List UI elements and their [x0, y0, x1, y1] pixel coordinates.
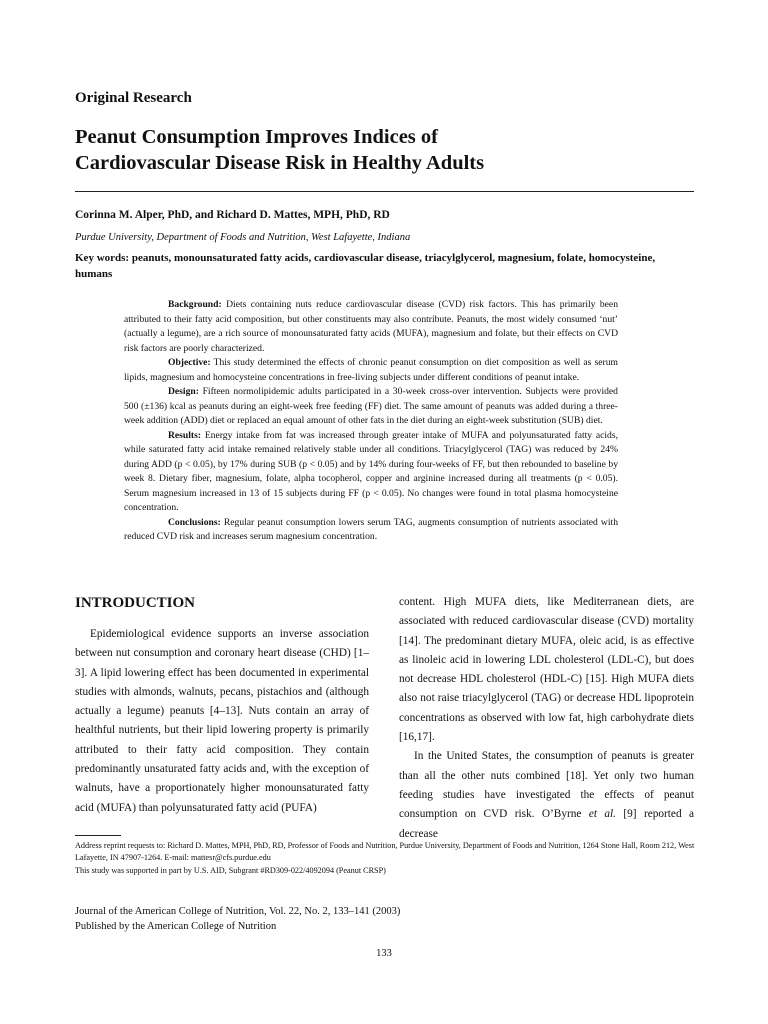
footnote-reprint: Address reprint requests to: Richard D. Mattes, MPH, PhD, RD, Professor of Foods and Nutrition, Purdue University, Department of Foods and Nutrition, 1264 Stone Hall, Room 212, West Lafayette, IN 47907-1264. E-mail: mattesr@cfs.purdue.edu — [75, 841, 695, 863]
title-divider — [75, 191, 694, 192]
keywords-text: peanuts, monounsaturated fatty acids, cardiovascular disease, triacylglycerol, magnesium, folate, homocysteine, humans — [75, 252, 656, 280]
abstract-label: Results: — [168, 429, 202, 441]
abstract-background — [124, 298, 618, 356]
introduction-paragraph: Epidemiological evidence supports an inverse association between nut consumption and coronary heart disease (CHD) [1–3]. A lipid lowering effect has been documented in experimental studies with almonds, walnuts, pecans, pistachios and (although actually a legume) peanuts [4–13]. Nuts contain an array of healthful nutrients, but their lipid lowering property is primarily attributed to their fatty acid composition. They contain predominantly unsaturated fatty acids and, with the exception of walnuts, have a proportionately higher monounsaturated fatty acid (MUFA) than polyunsaturated fatty acid (PUFA) — [75, 628, 369, 814]
keywords — [75, 250, 695, 282]
paragraph-text: [9] reported a decrease — [399, 808, 695, 840]
footnote-support: This study was supported in part by U.S. AID, Subgrant #RD309-022/4092094 (Peanut CRSP) — [75, 865, 386, 875]
journal-citation: Journal of the American College of Nutrition, Vol. 22, No. 2, 133–141 (2003) — [75, 906, 401, 917]
abstract-text: Diets containing nuts reduce cardiovascular disease (CVD) risk factors. This has primarily been attributed to their fatty acid composition, but other constituents may also contribute. Peanuts, the most widely consumed ‘nut’ (actually a legume), are a rich source of monounsaturated fatty acids (MUFA), magnesium and folate, but their effects on CVD risk factors are poorly characterized. — [124, 299, 618, 354]
introduction-paragraph-2 — [399, 747, 694, 843]
keywords-label: Key words: — [75, 252, 130, 264]
et-al: et al. — [588, 808, 616, 821]
introduction-heading: INTRODUCTION — [75, 595, 196, 611]
abstract-text: Energy intake from fat was increased through greater intake of MUFA and polyunsaturated fatty acids, while saturated fatty acid intake remained relatively stable under all conditions. Triacylglycerol (TAG) was reduced by 24% during ADD (p < 0.05), by 17% during SUB (p < 0.05) and by 14% during four-weeks of FF, but then rebounded to baseline by week 8. Dietary fiber, magnesium, folate, alpha tocopherol, copper and arginine increased during all treatments (p < 0.05). Serum magnesium increased in 13 of 15 subjects during FF (p < 0.05). No changes were found in total plasma homocysteine concentration. — [124, 429, 618, 513]
abstract-label: Background: — [168, 299, 222, 310]
abstract-results — [124, 429, 618, 516]
paragraph-text: In the United States, the consumption of peanuts is greater than all the other nuts combined [18]. Yet only two human feeding studies have investigated the effects of peanut consumption on CVD risk. O’Byrne — [399, 750, 694, 821]
journal-info — [75, 905, 400, 934]
footnotes — [75, 840, 695, 877]
abstract-label: Conclusions: — [168, 516, 221, 528]
footnote-divider — [75, 835, 121, 836]
section-label: Original Research — [75, 90, 192, 106]
page-number: 133 — [376, 948, 392, 959]
title-line-2: Cardiovascular Disease Risk in Healthy Adults — [75, 152, 485, 174]
abstract-text: Regular peanut consumption lowers serum TAG, augments consumption of nutrients associated with reduced CVD risk and increases serum magnesium concentration. — [124, 516, 618, 542]
abstract-conclusions — [124, 516, 618, 545]
introduction-paragraph-continued: content. High MUFA diets, like Mediterranean diets, are associated with reduced cardiovascular disease (CVD) mortality [14]. The predominant dietary MUFA, oleic acid, is as effective as linoleic acid in lowering LDL cholesterol (LDL-C), but does not decrease HDL cholesterol (HDL-C) [15]. High MUFA diets also not raise triacylglycerol (TAG) or decrease HDL lipoprotein concentrations as observed with low fat, high carbohydrate diets [16,17]. — [399, 596, 694, 744]
abstract — [124, 298, 618, 545]
abstract-text: Fifteen normolipidemic adults participated in a 30-week cross-over intervention. Subjects were provided 500 (±136) kcal as peanuts during an eight-week free feeding (FF) diet. The same amount of peanuts was added during a three-week addition (ADD) diet or replaced an equal amount of other fats in the diet during an eight-week substitution (SUB) diet. — [124, 386, 618, 426]
body-column-right — [399, 593, 694, 844]
affiliation: Purdue University, Department of Foods and Nutrition, West Lafayette, Indiana — [75, 232, 411, 243]
journal-publisher: Published by the American College of Nutrition — [75, 920, 277, 932]
article-title — [75, 124, 715, 176]
abstract-label: Design: — [168, 386, 199, 397]
abstract-design — [124, 385, 618, 429]
author-list: Corinna M. Alper, PhD, and Richard D. Mattes, MPH, PhD, RD — [75, 209, 390, 221]
abstract-objective — [124, 356, 618, 385]
title-line-1: Peanut Consumption Improves Indices of — [75, 126, 438, 148]
abstract-label: Objective: — [168, 357, 211, 368]
abstract-text: This study determined the effects of chronic peanut consumption on diet composition as well as serum lipids, magnesium and homocysteine concentrations in free-living subjects under different conditions of peanut intake. — [124, 357, 618, 383]
body-column-left — [75, 593, 369, 818]
